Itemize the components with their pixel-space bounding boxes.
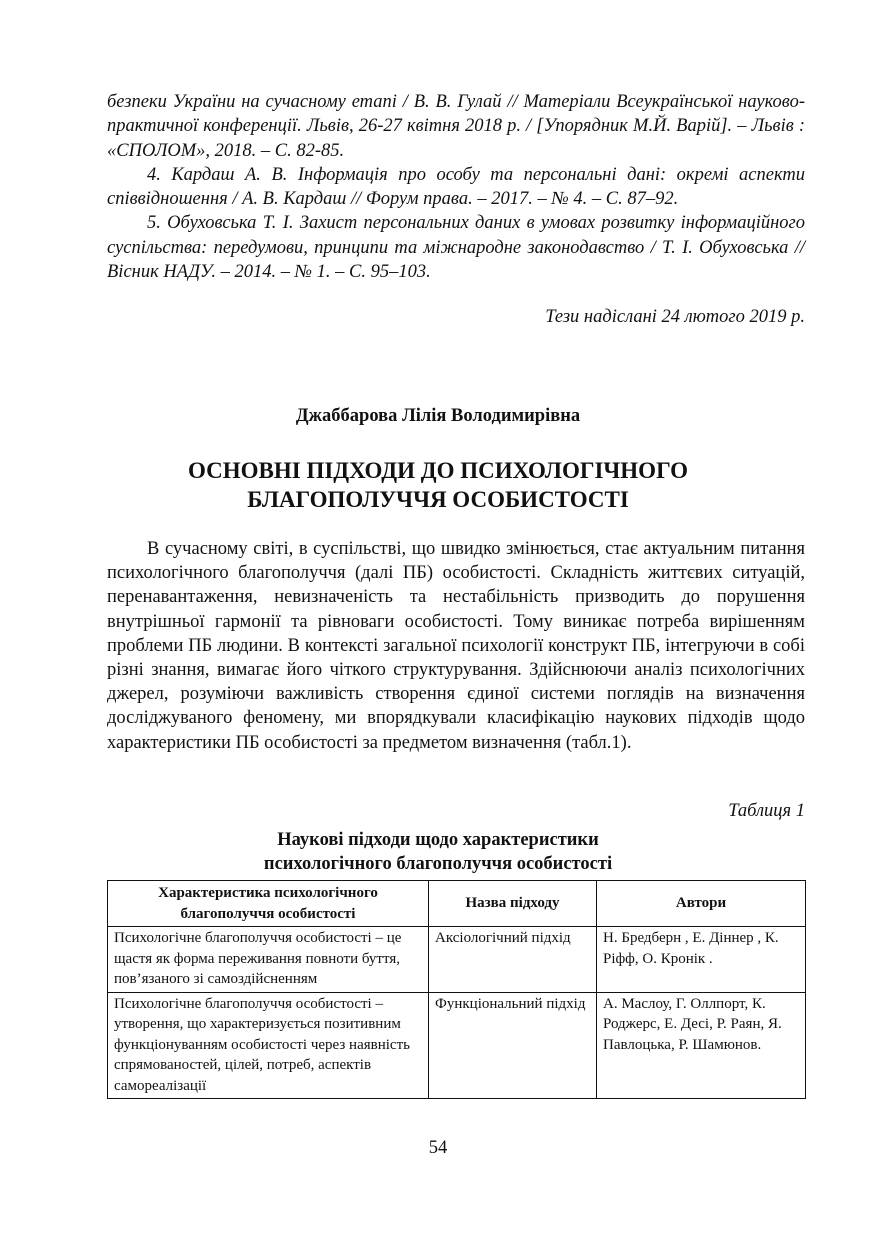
table-row (108, 927, 806, 993)
table-caption (0, 828, 876, 876)
cell-approach: Функціональний підхід (429, 992, 597, 1099)
cell-approach: Аксіологічний підхід (429, 927, 597, 993)
page-number: 54 (428, 1138, 448, 1158)
reference-continuation: безпеки України на сучасному етапі / В. В. Гулай // Матеріали Всеукраїнської науково-практичної конференції. Львів, 26-27 квітня 2018 р. / [Упорядник М.Й. Варій]. – Львів : «СПОЛОМ», 2018. – С. 82-85. (107, 92, 805, 161)
header-authors: Автори (597, 881, 806, 927)
table-row (108, 992, 806, 1099)
author-name: Джаббарова Лілія Володимирівна (295, 406, 581, 426)
reference-item-4: 4. Кардаш А. В. Інформація про особу та персональні дані: окремі аспекти співвідношення / А. В. Кардаш // Форум права. – 2017. – № 4. – С. 87–92. (107, 164, 805, 210)
table-caption-line-2: психологічного благополуччя особистості (263, 854, 613, 874)
cell-authors: А. Маслоу, Г. Оллпорт, К. Роджерс, Е. Десі, Р. Раян, Я. Павлоцька, Р. Шамюнов. (597, 992, 806, 1099)
article-body (107, 537, 805, 755)
header-approach: Назва підходу (429, 881, 597, 927)
article-title-line-2: БЛАГОПОЛУЧЧЯ ОСОБИСТОСТІ (247, 487, 629, 512)
submission-date-note: Тези надіслані 24 лютого 2019 р. (545, 307, 805, 327)
cell-characteristic: Психологічне благополуччя особистості – це щастя як форма переживання повноти буття, пов’язаного зі самоздійсненням (108, 927, 429, 993)
table-caption-line-1: Наукові підходи щодо характеристики (277, 830, 599, 850)
cell-characteristic: Психологічне благополуччя особистості – утворення, що характеризується позитивним функціонуванням особистості через наявність спрямованостей, цілей, потреб, аспектів самореалізації (108, 992, 429, 1099)
table-label: Таблиця 1 (728, 801, 805, 821)
body-paragraph: В сучасному світі, в суспільстві, що швидко змінюється, стає актуальним питання психологічного благополуччя (далі ПБ) особистості. Складність життєвих ситуацій, перенавантаження, невизначеність та нестабільність призводить до порушення внутрішньої гармонії та рівноваги особистості. Тому виникає потреба вирішенням проблеми ПБ людини. В контексті загальної психології конструкт ПБ, інтегруючи в собі різні знання, вимагає його чіткого структурування. Здійснюючи аналіз психологічних джерел, розуміючи важливість створення єдиної системи поглядів на визначення досліджуваного феномену, ми впорядкували класифікацію наукових підходів щодо характеристики ПБ особистості за предметом визначення (табл.1). (107, 539, 805, 753)
reference-item-5: 5. Обуховська Т. І. Захист персональних даних в умовах розвитку інформаційного суспільства: передумови, принципи та міжнародне законодавство / Т. І. Обуховська // Вісник НАДУ. – 2014. – № 1. – С. 95–103. (107, 213, 805, 283)
header-characteristic: Характеристика психологічного благополуччя особистості (108, 881, 429, 927)
article-title (0, 456, 876, 514)
reference-list (107, 90, 805, 284)
table-header-row (108, 881, 806, 927)
approaches-table (107, 880, 806, 1099)
cell-authors: Н. Бредберн , Е. Діннер , К. Ріфф, О. Кронік . (597, 927, 806, 993)
article-title-line-1: ОСНОВНІ ПІДХОДИ ДО ПСИХОЛОГІЧНОГО (187, 458, 689, 483)
